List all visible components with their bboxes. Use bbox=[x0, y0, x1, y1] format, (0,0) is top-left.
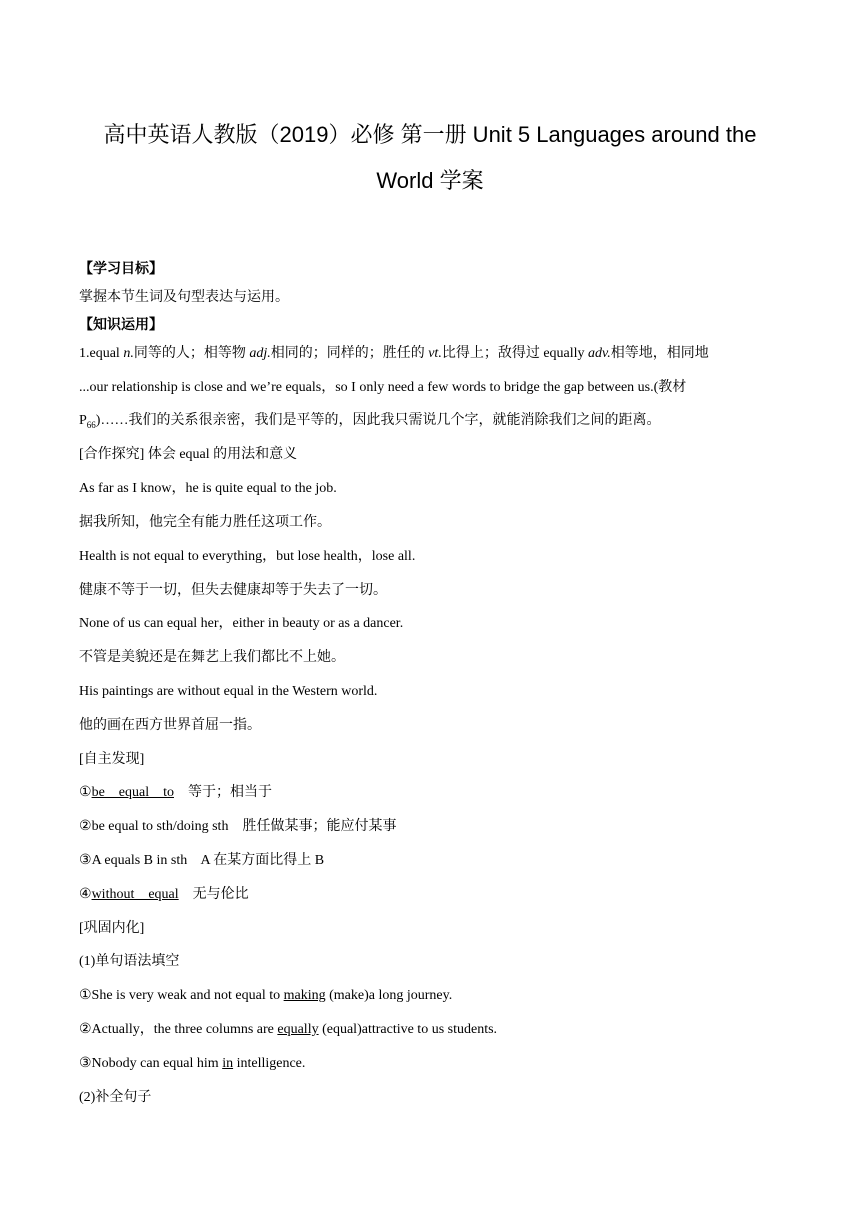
item-marker: ① bbox=[79, 785, 92, 800]
explore-sentence: 不管是美貌还是在舞艺上我们都比不上她。 bbox=[79, 650, 345, 665]
discover-meaning: 胜任做某事；能应付某事 bbox=[228, 819, 397, 834]
vocab-verb-meaning: 比得上；敌得过 equally bbox=[441, 346, 589, 361]
explore-sentence: 据我所知，他完全有能力胜任这项工作。 bbox=[79, 515, 331, 530]
item-marker: ④ bbox=[79, 887, 92, 902]
item-marker: ③ bbox=[79, 853, 92, 868]
discover-item bbox=[79, 817, 799, 837]
exercise-question bbox=[79, 986, 799, 1006]
explore-heading: [合作探究] 体会 equal 的用法和意义 bbox=[79, 447, 298, 462]
question-text: intelligence. bbox=[233, 1056, 306, 1071]
page-title-line-2: World 学案 bbox=[376, 168, 484, 193]
explore-sentence: His paintings are without equal in the Western world. bbox=[79, 684, 378, 699]
vocab-noun-meaning: 同等的人；相等物 bbox=[133, 346, 250, 361]
explore-sentence: None of us can equal her，either in beauty or as a dancer. bbox=[79, 616, 404, 631]
question-text: ①She is very weak and not equal to bbox=[79, 988, 284, 1003]
discover-item bbox=[79, 851, 799, 871]
vocab-adj-meaning: 相同的；同样的；胜任的 bbox=[270, 346, 429, 361]
example-sentence: ...our relationship is close and we’re equals，so I only need a few words to bridge the gap between us.(教材 bbox=[79, 380, 687, 395]
item-marker: ② bbox=[79, 819, 92, 834]
page-title-line-1: 高中英语人教版（2019）必修 第一册 Unit 5 Languages around the bbox=[103, 122, 757, 147]
question-text: (make)a long journey. bbox=[325, 988, 453, 1003]
page-ref: P bbox=[79, 413, 87, 428]
exercise-question bbox=[79, 1020, 799, 1040]
vocab-pos-verb: vt. bbox=[428, 346, 442, 361]
explore-sentence: 健康不等于一切，但失去健康却等于失去了一切。 bbox=[79, 583, 387, 598]
example-translation-text: )……我们的关系很亲密，我们是平等的，因此我只需说几个字，就能消除我们之间的距离。 bbox=[95, 413, 661, 428]
knowledge-heading: 【知识运用】 bbox=[79, 318, 163, 333]
vocab-pos-adj: adj. bbox=[249, 346, 271, 361]
question-text: ③Nobody can equal him bbox=[79, 1056, 223, 1071]
discover-phrase: be equal to bbox=[91, 785, 174, 800]
vocab-adv-meaning: 相等地，相同地 bbox=[610, 346, 709, 361]
exercise-part-1: (1)单句语法填空 bbox=[79, 954, 180, 969]
consolidate-heading: [巩固内化] bbox=[79, 921, 145, 936]
discover-meaning: 等于；相当于 bbox=[173, 785, 272, 800]
question-text: (equal)attractive to us students. bbox=[318, 1022, 498, 1037]
answer-blank: equally bbox=[277, 1022, 319, 1037]
explore-sentence: Health is not equal to everything，but lose health，lose all. bbox=[79, 549, 416, 564]
explore-sentence: 他的画在西方世界首屈一指。 bbox=[79, 718, 261, 733]
vocab-entry bbox=[79, 344, 799, 364]
discover-item bbox=[79, 885, 799, 905]
question-text: ②Actually，the three columns are bbox=[79, 1022, 278, 1037]
answer-blank: in bbox=[222, 1056, 234, 1071]
page-ref-number: 66 bbox=[86, 419, 96, 430]
explore-sentence: As far as I know，he is quite equal to the job. bbox=[79, 481, 337, 496]
vocab-word: 1.equal bbox=[79, 346, 124, 361]
discover-meaning: A 在某方面比得上 B bbox=[187, 853, 325, 868]
discover-phrase: be equal to sth/doing sth bbox=[91, 819, 229, 834]
discover-item bbox=[79, 783, 799, 803]
vocab-pos-adv: adv. bbox=[588, 346, 611, 361]
vocab-pos-noun: n. bbox=[123, 346, 134, 361]
goals-heading: 【学习目标】 bbox=[79, 262, 163, 277]
discover-meaning: 无与伦比 bbox=[178, 887, 249, 902]
example-translation bbox=[79, 411, 799, 435]
discover-phrase: without equal bbox=[91, 887, 179, 902]
answer-blank: making bbox=[283, 988, 326, 1003]
discover-heading: [自主发现] bbox=[79, 752, 145, 767]
exercise-question bbox=[79, 1054, 799, 1074]
discover-phrase: A equals B in sth bbox=[91, 853, 188, 868]
exercise-part-2: (2)补全句子 bbox=[79, 1090, 152, 1105]
goals-text: 掌握本节生词及句型表达与运用。 bbox=[79, 290, 289, 305]
